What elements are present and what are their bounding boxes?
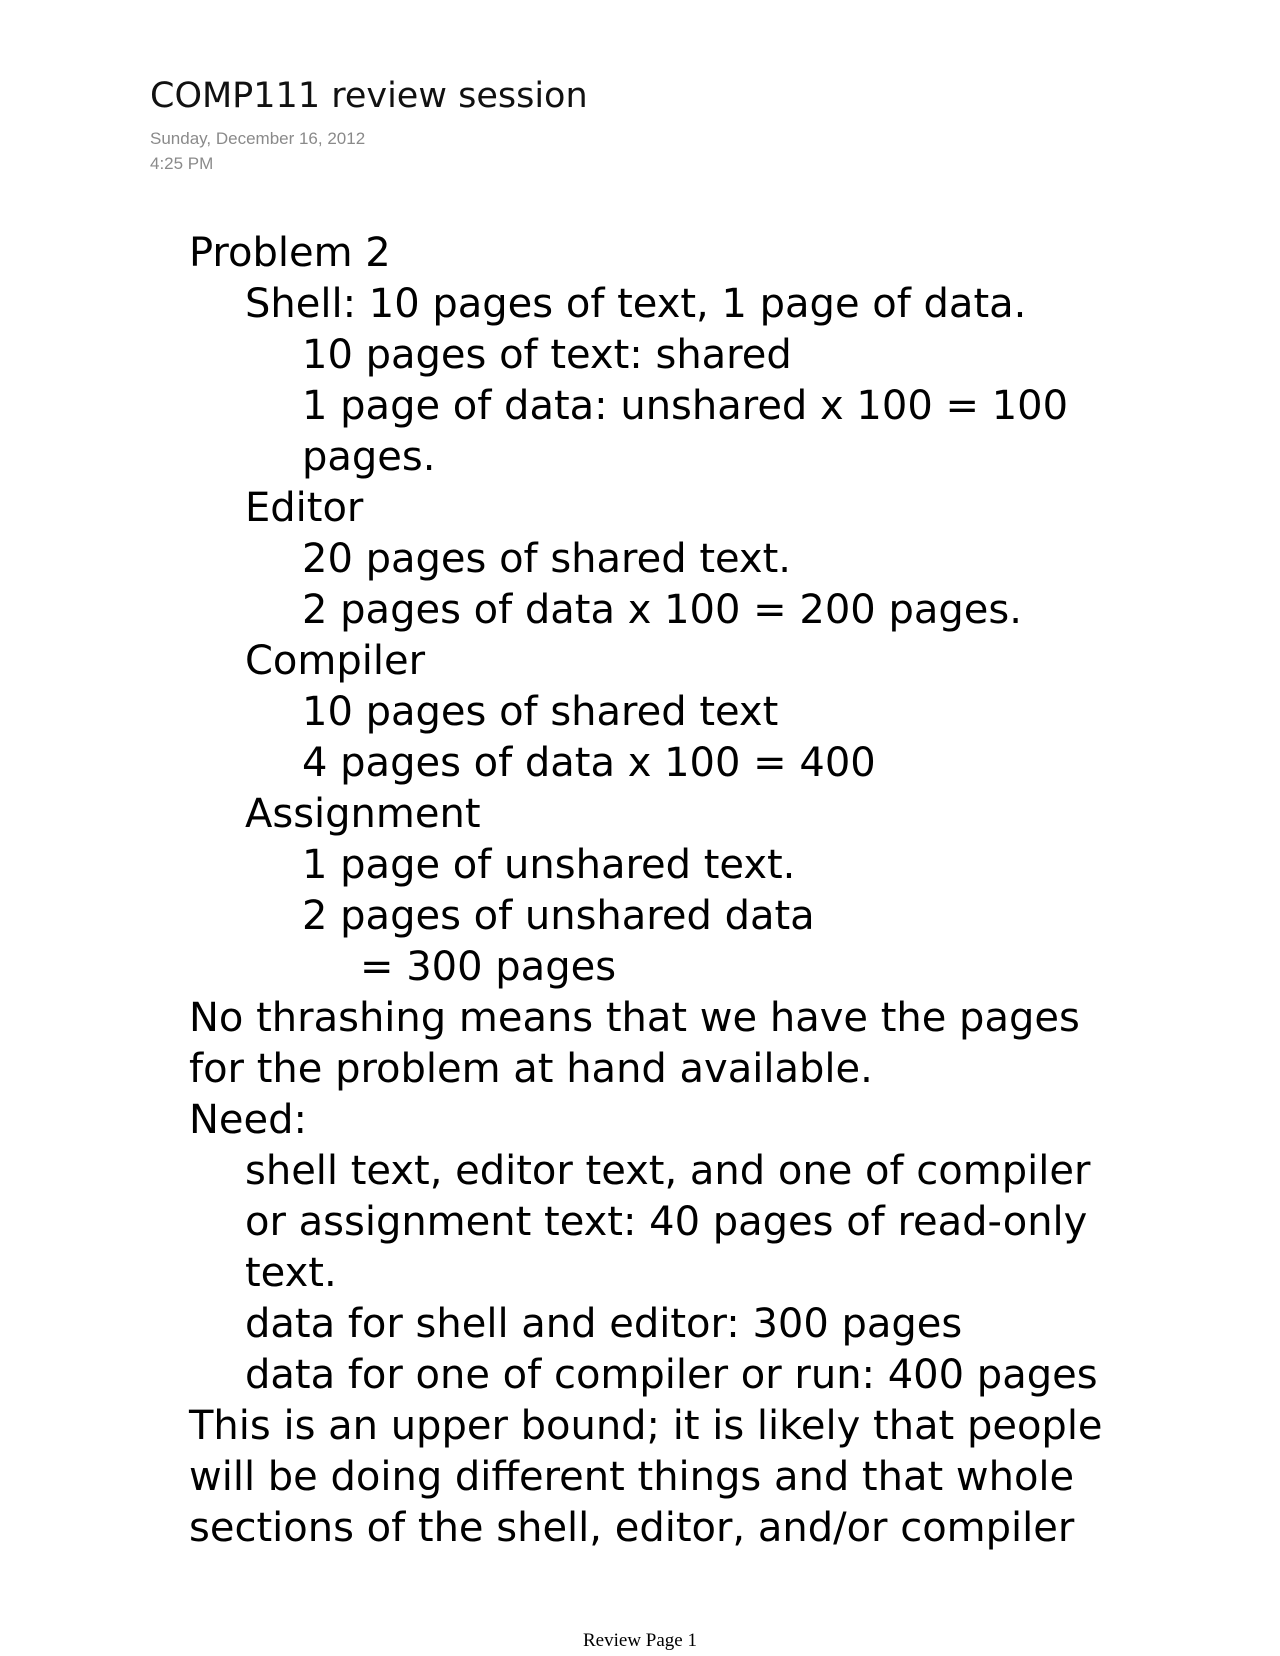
note-body	[0, 228, 1280, 1554]
note-line: will be doing different things and that whole	[189, 1454, 1075, 1500]
note-line: = 300 pages	[360, 944, 617, 990]
note-line: No thrashing means that we have the pages	[189, 995, 1080, 1041]
note-time: 4:25 PM	[150, 154, 214, 173]
note-line: 2 pages of unshared data	[302, 893, 815, 939]
note-line: Compiler	[245, 638, 426, 684]
note-line: pages.	[302, 434, 436, 480]
note-line: Problem 2	[189, 230, 391, 276]
note-line: Editor	[245, 485, 364, 531]
note-line: shell text, editor text, and one of compiler	[245, 1148, 1091, 1194]
page-footer: Review Page 1	[583, 1630, 697, 1651]
note-line: 4 pages of data x 100 = 400	[302, 740, 876, 786]
note-line: 10 pages of text: shared	[302, 332, 792, 378]
note-line: Need:	[189, 1097, 308, 1143]
note-line: sections of the shell, editor, and/or compiler	[189, 1505, 1075, 1551]
note-line: 1 page of unshared text.	[302, 842, 796, 888]
note-line: 10 pages of shared text	[302, 689, 779, 735]
note-line: or assignment text: 40 pages of read-only	[245, 1199, 1088, 1245]
note-line: data for shell and editor: 300 pages	[245, 1301, 963, 1347]
note-line: 20 pages of shared text.	[302, 536, 791, 582]
note-line: 2 pages of data x 100 = 200 pages.	[302, 587, 1022, 633]
note-line: Assignment	[245, 791, 481, 837]
note-date: Sunday, December 16, 2012	[150, 129, 366, 148]
note-line: Shell: 10 pages of text, 1 page of data.	[245, 281, 1027, 327]
note-line: 1 page of data: unshared x 100 = 100	[302, 383, 1069, 429]
note-line: This is an upper bound; it is likely that people	[189, 1403, 1103, 1449]
note-line: data for one of compiler or run: 400 pages	[245, 1352, 1098, 1398]
page-title: COMP111 review session	[150, 76, 588, 116]
note-line: text.	[245, 1250, 337, 1296]
note-line: for the problem at hand available.	[189, 1046, 873, 1092]
